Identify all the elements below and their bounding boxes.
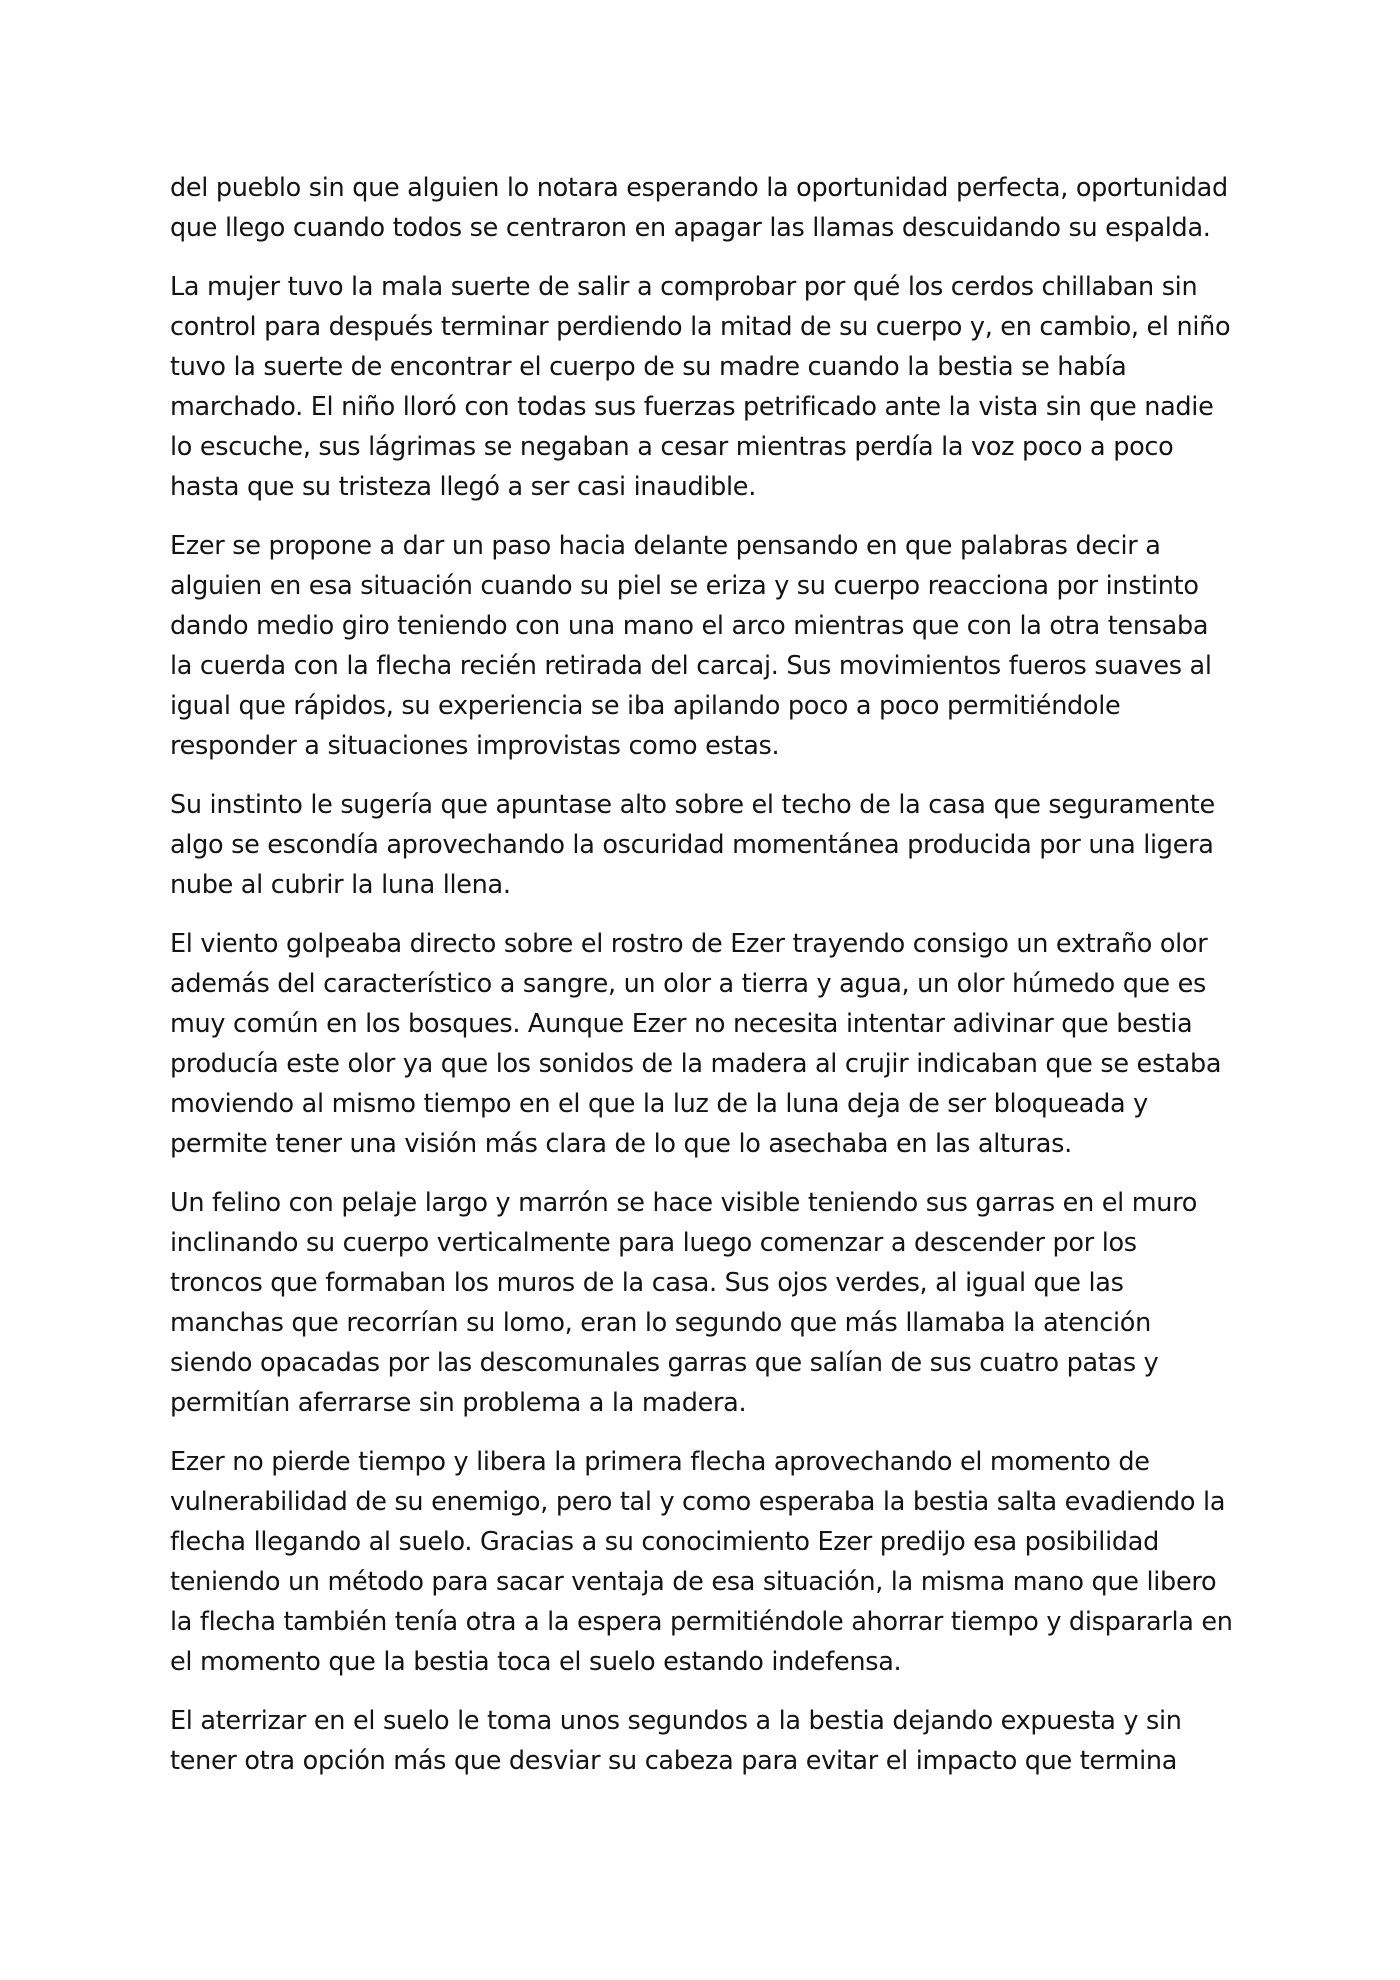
paragraph: El viento golpeaba directo sobre el rostro de Ezer trayendo consigo un extraño olor además del característico a sangre, un olor a tierra y agua, un olor húmedo que es muy común en los bosques. Aunque Ezer no necesita intentar adivinar que bestia producía este olor ya que los sonidos de la madera al crujir indicaban que se estaba moviendo al mismo tiempo en el que la luz de la luna deja de ser bloqueada y permite tener una visión más clara de lo que lo asechaba en las alturas. (170, 929, 1222, 1159)
document-body (170, 168, 1236, 1800)
paragraph: Ezer se propone a dar un paso hacia delante pensando en que palabras decir a alguien en esa situación cuando su piel se eriza y su cuerpo reacciona por instinto dando medio giro teniendo con una mano el arco mientras que con la otra tensaba la cuerda con la flecha recién retirada del carcaj. Sus movimientos fueros suaves al igual que rápidos, su experiencia se iba apilando poco a poco permitiéndole responder a situaciones improvistas como estas. (170, 531, 1212, 761)
paragraph: del pueblo sin que alguien lo notara esperando la oportunidad perfecta, oportunidad que llego cuando todos se centraron en apagar las llamas descuidando su espalda. (170, 173, 1228, 243)
paragraph: El aterrizar en el suelo le toma unos segundos a la bestia dejando expuesta y sin tener otra opción más que desviar su cabeza para evitar el impacto que termina (170, 1706, 1182, 1776)
paragraph: La mujer tuvo la mala suerte de salir a comprobar por qué los cerdos chillaban sin control para después terminar perdiendo la mitad de su cuerpo y, en cambio, el niño tuvo la suerte de encontrar el cuerpo de su madre cuando la bestia se había marchado. El niño lloró con todas sus fuerzas petrificado ante la vista sin que nadie lo escuche, sus lágrimas se negaban a cesar mientras perdía la voz poco a poco hasta que su tristeza llegó a ser casi inaudible. (170, 272, 1231, 502)
paragraph: Su instinto le sugería que apuntase alto sobre el techo de la casa que seguramente algo se escondía aprovechando la oscuridad momentánea producida por una ligera nube al cubrir la luna llena. (170, 790, 1215, 900)
paragraph: Ezer no pierde tiempo y libera la primera flecha aprovechando el momento de vulnerabilidad de su enemigo, pero tal y como esperaba la bestia salta evadiendo la flecha llegando al suelo. Gracias a su conocimiento Ezer predijo esa posibilidad teniendo un método para sacar ventaja de esa situación, la misma mano que libero la flecha también tenía otra a la espera permitiéndole ahorrar tiempo y dispararla en el momento que la bestia toca el suelo estando indefensa. (170, 1447, 1233, 1677)
paragraph: Un felino con pelaje largo y marrón se hace visible teniendo sus garras en el muro inclinando su cuerpo verticalmente para luego comenzar a descender por los troncos que formaban los muros de la casa. Sus ojos verdes, al igual que las manchas que recorrían su lomo, eran lo segundo que más llamaba la atención siendo opacadas por las descomunales garras que salían de sus cuatro patas y permitían aferrarse sin problema a la madera. (170, 1188, 1198, 1418)
